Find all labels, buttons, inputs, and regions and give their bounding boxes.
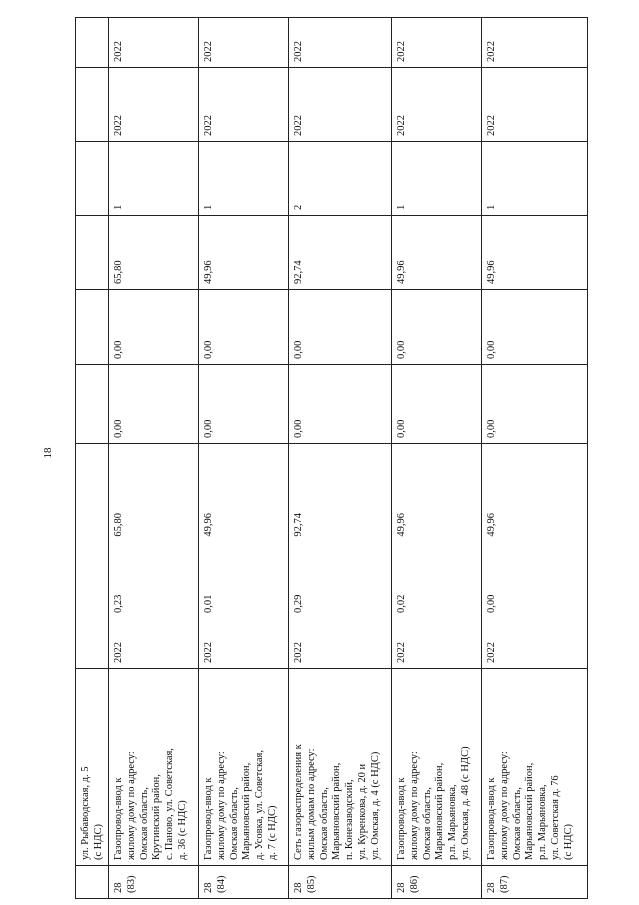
value-b: 65,80	[113, 513, 124, 537]
table-row	[199, 18, 289, 899]
data-cell	[76, 216, 109, 290]
year-start-cell: 2022	[199, 68, 289, 142]
year-value: 2022	[486, 642, 497, 663]
year-start-cell: 2022	[482, 68, 588, 142]
year-start-cell: 2022	[109, 68, 199, 142]
year-values-cell	[392, 444, 482, 669]
year-end-cell: 2022	[482, 18, 588, 68]
object-name-cell: Сеть газораспределения к жилым домам по адресу: Омская область, Марьяновский район, п. Конезаводский, ул. Куренкова, д. 20 и ул. Омская, д. 4 (с НДС)	[289, 669, 392, 866]
data-cell	[76, 68, 109, 142]
col-e-cell: 0,00	[482, 290, 588, 365]
table-row	[76, 18, 109, 899]
col-d-cell: 0,00	[199, 365, 289, 444]
col-e-cell: 0,00	[199, 290, 289, 365]
object-name-cell: Газопровод-ввод к жилому дому по адресу: Омская область, Марьяновский район, р.п. Марьяновка, ул. Омская, д. 48 (с НДС)	[392, 669, 482, 866]
row-number-cell: 28 (84)	[199, 866, 289, 899]
rotated-table-container	[75, 18, 587, 899]
object-name-cell: Газопровод-ввод к жилому дому по адресу: Омская область, Марьяновский район, р.п. Марьяновка, ул. Советская д. 76 (с НДС)	[482, 669, 588, 866]
col-d-cell: 0,00	[109, 365, 199, 444]
data-cell	[76, 444, 109, 669]
year-end-cell: 2022	[109, 18, 199, 68]
col-d-cell: 0,00	[392, 365, 482, 444]
year-values-cell	[199, 444, 289, 669]
col-e-cell: 0,00	[289, 290, 392, 365]
count-cell: 1	[392, 142, 482, 216]
page-number: 18	[42, 447, 54, 459]
value-a: 0,00	[486, 594, 497, 613]
count-cell: 1	[199, 142, 289, 216]
year-values-cell	[482, 444, 588, 669]
col-e-cell: 0,00	[109, 290, 199, 365]
value-b: 49,96	[396, 513, 407, 537]
row-number-cell: 28 (83)	[109, 866, 199, 899]
col-f-cell: 65,80	[109, 216, 199, 290]
value-a: 0,02	[396, 594, 407, 613]
year-start-cell: 2022	[392, 68, 482, 142]
table-row	[109, 18, 199, 899]
year-value: 2022	[293, 642, 304, 663]
year-value: 2022	[203, 642, 214, 663]
data-cell	[76, 18, 109, 68]
project-table	[75, 17, 588, 899]
data-cell	[76, 142, 109, 216]
value-a: 0,23	[113, 594, 124, 613]
table-row	[482, 18, 588, 899]
year-value: 2022	[396, 642, 407, 663]
year-start-cell: 2022	[289, 68, 392, 142]
value-b: 49,96	[203, 513, 214, 537]
object-name-cell: Газопровод-ввод к жилому дому по адресу: Омская область, Марьяновский район, д. Усовка, ул. Советская, д. 7 (с НДС)	[199, 669, 289, 866]
year-end-cell: 2022	[392, 18, 482, 68]
row-number-cell: 28 (85)	[289, 866, 392, 899]
year-end-cell: 2022	[199, 18, 289, 68]
value-b: 92,74	[293, 513, 304, 537]
row-number-cell	[76, 866, 109, 899]
col-f-cell: 49,96	[199, 216, 289, 290]
col-f-cell: 49,96	[392, 216, 482, 290]
data-cell	[76, 365, 109, 444]
col-e-cell: 0,00	[392, 290, 482, 365]
col-d-cell: 0,00	[289, 365, 392, 444]
row-number-cell: 28 (87)	[482, 866, 588, 899]
col-f-cell: 92,74	[289, 216, 392, 290]
year-end-cell: 2022	[289, 18, 392, 68]
count-cell: 1	[109, 142, 199, 216]
object-name-cell: ул. Рыбаводская, д. 5 (с НДС)	[76, 669, 109, 866]
object-name-cell: Газопровод-ввод к жилому дому по адресу: Омская область, Крутинский район, с. Паново, ул. Советская, д. 36 (с НДС)	[109, 669, 199, 866]
table-row	[289, 18, 392, 899]
col-d-cell: 0,00	[482, 365, 588, 444]
value-b: 49,96	[486, 513, 497, 537]
count-cell: 2	[289, 142, 392, 216]
year-values-cell	[289, 444, 392, 669]
data-cell	[76, 290, 109, 365]
count-cell: 1	[482, 142, 588, 216]
value-a: 0,29	[293, 594, 304, 613]
value-a: 0,01	[203, 594, 214, 613]
col-f-cell: 49,96	[482, 216, 588, 290]
year-value: 2022	[113, 642, 124, 663]
year-values-cell	[109, 444, 199, 669]
table-row	[392, 18, 482, 899]
row-number-cell: 28 (86)	[392, 866, 482, 899]
